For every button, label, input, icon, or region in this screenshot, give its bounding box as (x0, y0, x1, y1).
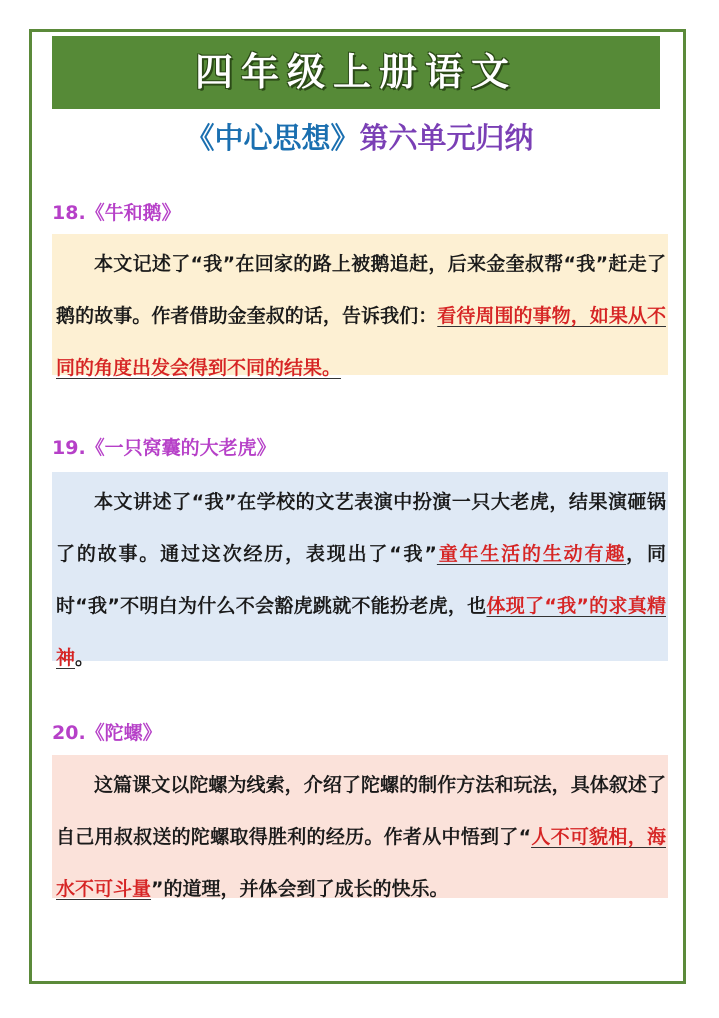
lesson-20-text-part: 这篇课文以陀螺为线索，介绍了陀螺的制作方法和玩法，具体叙述了自己用叔叔送的陀螺取得胜利的经历。作者从中悟到了“ (56, 774, 666, 848)
lesson-19-highlight-1: 童年生活的生动有趣 (436, 543, 627, 565)
lesson-20-heading: 20.《陀螺》 (52, 722, 162, 744)
page-subtitle (0, 120, 719, 156)
lesson-19-text-part: ，同时“我”不明白为什么不会豁虎跳就不能扮老虎，也 (56, 543, 666, 617)
lesson-20-highlight: 人不可貌相，海水不可斗量 (56, 826, 666, 900)
lesson-18-text-part: 本文记述了“我”在回家的路上被鹅追赶，后来金奎叔帮“我”赶走了鹅的故事。作者借助金奎叔的话，告诉我们： (56, 253, 666, 327)
lesson-19-text (56, 476, 666, 684)
lesson-20-text-part: ”的道理，并体会到了成长的快乐。 (151, 878, 449, 900)
lesson-18-highlight: 看待周围的事物，如果从不同的角度出发会得到不同的结果。 (56, 305, 666, 379)
lesson-20-summary (52, 755, 668, 898)
lesson-19-heading: 19.《一只窝囊的大老虎》 (52, 437, 276, 459)
subtitle-topic: 《中心思想》 (185, 121, 360, 155)
subtitle-unit: 第六单元归纳 (359, 121, 534, 155)
lesson-18-heading: 18.《牛和鹅》 (52, 202, 181, 224)
lesson-18-text (56, 238, 666, 394)
lesson-19-summary (52, 472, 668, 669)
lesson-18-summary (52, 234, 668, 379)
lesson-19-text-part: 本文讲述了“我”在学校的文艺表演中扮演一只大老虎，结果演砸锅了的故事。通过这次经历，表现出了“我” (56, 491, 666, 565)
page-title: 四年级上册语文 (52, 36, 660, 109)
lesson-19-text-part: 。 (75, 647, 95, 669)
lesson-20-text (56, 759, 666, 915)
lesson-19-highlight-2: 体现了“我”的求真精神 (56, 595, 666, 669)
